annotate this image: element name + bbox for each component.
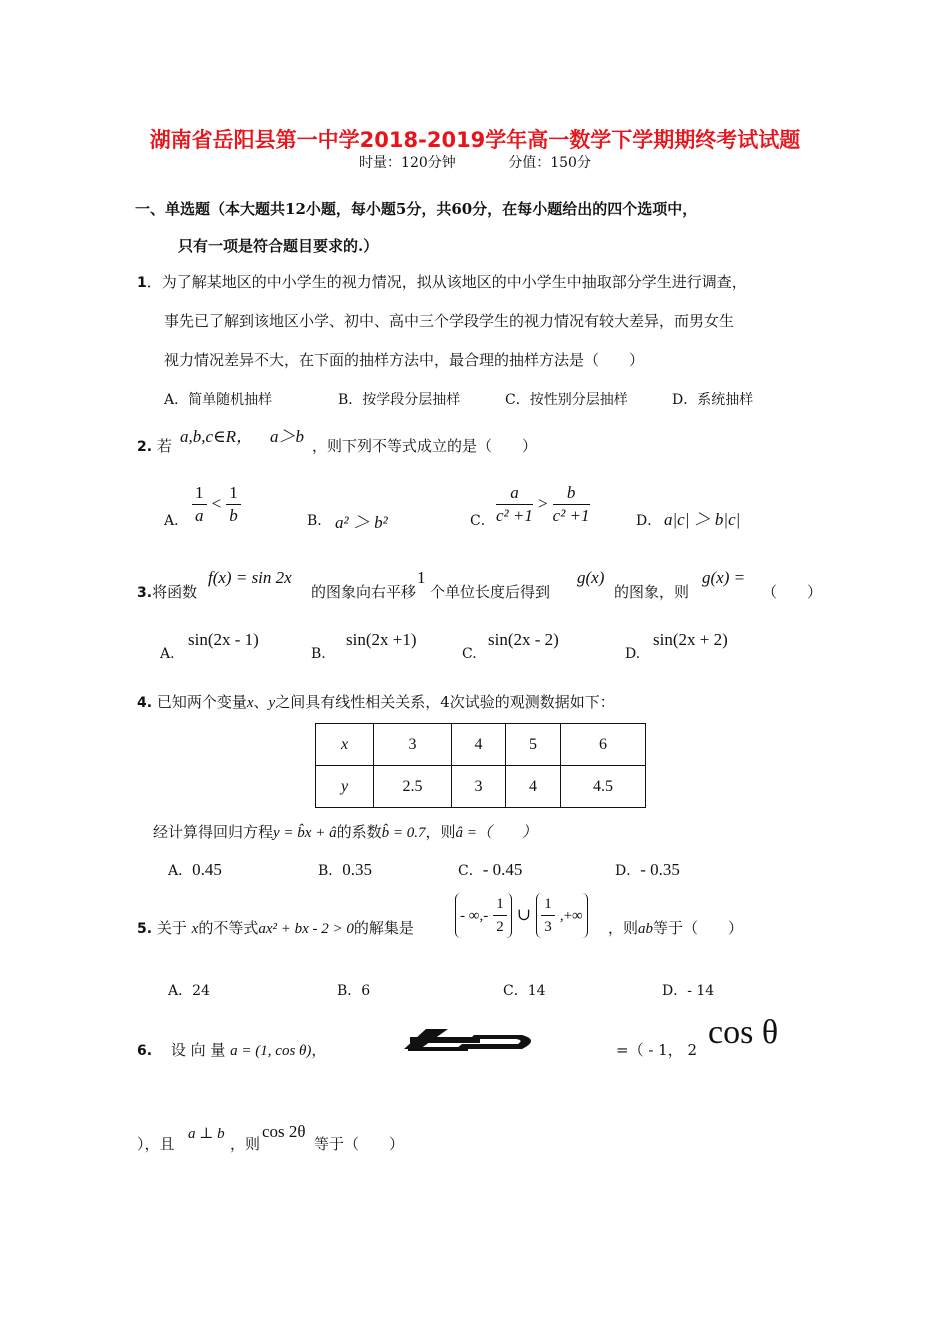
- question-1-line2: 事先已了解到该地区小学、初中、高中三个学段学生的视力情况有较大差异，而男女生: [164, 312, 735, 330]
- function-f: f(x) = sin 2x: [208, 568, 292, 587]
- question-4: [137, 692, 615, 713]
- question-number: 1: [137, 275, 147, 291]
- option-c-label: C.: [462, 646, 477, 662]
- option-c: C．14: [503, 983, 546, 999]
- table-cell: 4: [452, 724, 506, 766]
- question-number: 6.: [137, 1043, 153, 1059]
- time-limit: 时量：120分钟: [359, 155, 456, 171]
- option-d: D．- 14: [662, 983, 715, 999]
- option-a: A．简单随机抽样: [164, 392, 273, 408]
- vector-b-components: =（ - 1， 2: [616, 1041, 698, 1059]
- union-symbol: ∪: [516, 905, 532, 924]
- option-b-formula: a² ＞ b²: [335, 513, 388, 532]
- question-number: 3.: [137, 585, 153, 601]
- option-a-label: A．: [164, 513, 189, 529]
- option-d: D．- 0.35: [615, 860, 680, 879]
- table-row: [316, 724, 646, 766]
- question-text: 已知两个变量: [156, 693, 247, 711]
- question-6-line2: ），且: [137, 1135, 175, 1153]
- question-2: [137, 436, 172, 457]
- option-c-label: C．: [470, 513, 495, 529]
- perpendicular-condition: a ⊥ b: [188, 1126, 225, 1142]
- condition-order: a＞b: [270, 427, 304, 446]
- coefficient: b̂ = 0.7: [381, 825, 426, 841]
- question-5: 5. 关于 x的不等式ax² + bx - 2 > 0的解集是: [137, 919, 414, 937]
- regression-equation: y = b̂x + â: [273, 825, 337, 841]
- interval-left: - ∞,- $\frac{1}{2}$: [455, 893, 512, 938]
- question-text: 若: [156, 437, 172, 455]
- observation-table: [315, 723, 646, 808]
- option-b-formula: sin(2x +1): [346, 630, 417, 649]
- interval-right: $\frac{1}{3}$ ,+∞: [536, 893, 588, 938]
- table-row: [316, 766, 646, 808]
- question-text: 将函数: [152, 583, 198, 601]
- cos-2theta: cos 2θ: [262, 1122, 306, 1141]
- cos-theta: cos θ: [708, 1014, 779, 1051]
- question-1: 1．为了解某地区的中小学生的视力情况，拟从该地区的中小学生中抽取部分学生进行调查，: [137, 273, 747, 291]
- question-text: ，则: [230, 1135, 261, 1153]
- table-cell: 4: [506, 766, 561, 808]
- table-cell: 3: [452, 766, 506, 808]
- question-1-line3: 视力情况差异不大，在下面的抽样方法中，最合理的抽样方法是（ ）: [164, 351, 645, 369]
- option-b-label: B.: [311, 646, 326, 662]
- function-g: g(x): [577, 568, 605, 587]
- question-number: 5.: [137, 921, 153, 937]
- question-number: 2.: [137, 439, 153, 455]
- condition-set: a,b,c∈R，: [180, 427, 254, 446]
- vector-a: a = (1, cos θ): [230, 1043, 312, 1059]
- option-b: B．0.35: [318, 860, 373, 879]
- page-title: 湖南省岳阳县第一中学2018-2019学年高一数学下学期期终考试试题: [149, 128, 801, 152]
- option-a: A．0.45: [168, 860, 222, 879]
- answer-bracket: （ ）: [762, 583, 823, 601]
- table-cell: x: [316, 724, 374, 766]
- vector-b-image: [404, 1027, 540, 1053]
- question-5-tail: ，则ab等于（ ）: [608, 919, 744, 937]
- option-a: A．24: [168, 983, 210, 999]
- answer-bracket: 等于（ ）: [314, 1135, 405, 1153]
- option-d-label: D．: [636, 513, 662, 529]
- variable-y: y: [268, 695, 276, 711]
- answer-ask: â =（ ）: [455, 825, 537, 841]
- option-c-formula: $\frac{a}{\text{c² +1}}$ > $\frac{b}{\text{c² +1}}$: [496, 483, 590, 525]
- table-cell: 4.5: [561, 766, 646, 808]
- variable-x: x: [246, 695, 254, 711]
- option-a-label: A.: [160, 646, 175, 662]
- table-cell: 6: [561, 724, 646, 766]
- option-c-formula: sin(2x - 2): [488, 630, 559, 649]
- table-cell: 3: [374, 724, 452, 766]
- solution-set: [455, 893, 588, 938]
- separator: 、: [253, 693, 269, 711]
- table-cell: y: [316, 766, 374, 808]
- question-text: 个单位长度后得到: [430, 583, 551, 601]
- question-4-follow: 经计算得回归方程y = b̂x + â的系数b̂ = 0.7，则â =（ ）: [153, 823, 537, 841]
- question-text: 之间具有线性相关关系，4次试验的观测数据如下：: [275, 693, 615, 711]
- question-text: ，则下列不等式成立的是（ ）: [312, 437, 538, 455]
- option-a-formula: $\frac{1}{a}$ < $\frac{1}{b}$: [192, 482, 241, 527]
- option-b-label: B．: [307, 513, 332, 529]
- option-d-formula: sin(2x + 2): [653, 630, 728, 649]
- option-d-label: D.: [625, 646, 641, 662]
- section-heading: 一、单选题（本大题共12小题，每小题5分，共60分，在每小题给出的四个选项中，: [135, 200, 698, 218]
- question-number: 4.: [137, 695, 153, 711]
- section-heading-cont: 只有一项是符合题目要求的.）: [178, 237, 379, 255]
- option-b: B．按学段分层抽样: [338, 392, 461, 408]
- option-c: C．按性别分层抽样: [505, 392, 628, 408]
- exam-info: [0, 152, 950, 172]
- option-c: C．- 0.45: [458, 860, 523, 879]
- option-d: D．系统抽样: [672, 392, 754, 408]
- question-text: 的图象，则: [614, 583, 690, 601]
- table-cell: 2.5: [374, 766, 452, 808]
- question-6: 6. 设 向 量 a = (1, cos θ)，: [137, 1041, 327, 1059]
- question-text: 为了解某地区的中小学生的视力情况，拟从该地区的中小学生中抽取部分学生进行调查，: [161, 273, 747, 291]
- inequality: ax² + bx - 2 > 0: [258, 921, 354, 937]
- option-d-formula: a|c| ＞ b|c|: [664, 510, 741, 529]
- shift-value: 1: [417, 568, 426, 587]
- question-3: [137, 582, 197, 603]
- option-b: B．6: [337, 983, 371, 999]
- function-g-eq: g(x) =: [702, 568, 746, 587]
- question-text: 的图象向右平移: [311, 583, 417, 601]
- table-cell: 5: [506, 724, 561, 766]
- option-a-formula: sin(2x - 1): [188, 630, 259, 649]
- total-score: 分值：150分: [508, 155, 591, 171]
